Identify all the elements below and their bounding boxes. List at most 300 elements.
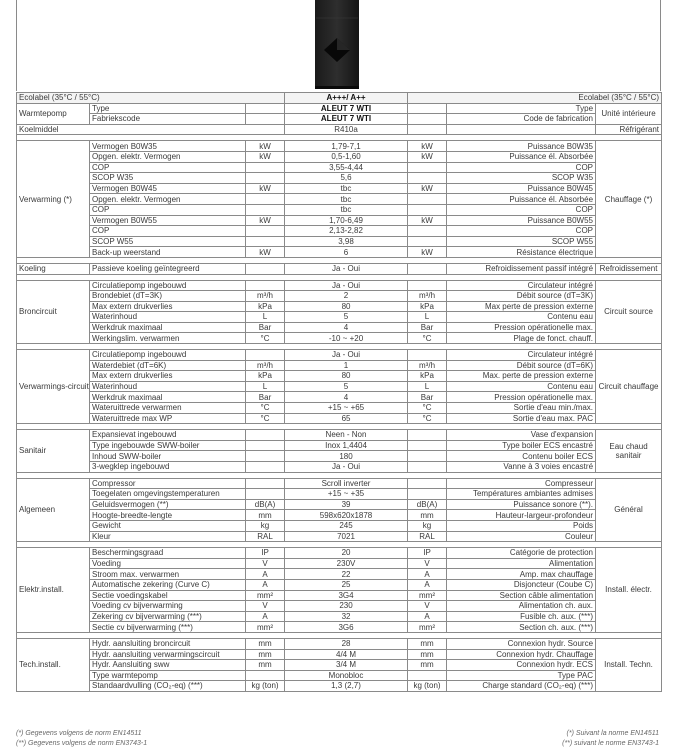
section-label-fr: Install. électr.: [596, 548, 662, 633]
section-label-fr: Général: [596, 478, 662, 542]
table-row: [17, 403, 662, 414]
footnotes-fr: [562, 729, 659, 749]
product-image-area: [0, 0, 675, 92]
table-row: [17, 103, 662, 114]
parameter-fr: SCOP W55: [447, 236, 596, 247]
parameter-nl: Voeding: [90, 558, 246, 569]
spec-value: 4/4 M: [285, 649, 408, 660]
parameter-fr: Compresseur: [447, 478, 596, 489]
spec-value: 2,13-2,82: [285, 226, 408, 237]
unit-fr: kPa: [408, 371, 447, 382]
parameter-fr: COP: [447, 162, 596, 173]
unit-nl: V: [246, 601, 285, 612]
spec-value: ALEUT 7 WTI: [285, 103, 408, 114]
unit-fr: [408, 430, 447, 441]
unit-nl: [246, 173, 285, 184]
parameter-nl: Vermogen B0W35: [90, 141, 246, 152]
spec-value: tbc: [285, 194, 408, 205]
unit-fr: RAL: [408, 531, 447, 542]
parameter-nl: Sectie cv bijverwarming (***): [90, 622, 246, 633]
spec-value: 65: [285, 413, 408, 424]
table-row: [17, 622, 662, 633]
unit-fr: mm: [408, 649, 447, 660]
parameter-fr: Résistance électrique: [447, 247, 596, 258]
parameter-fr: Charge standard (CO₂-eq) (***): [447, 681, 596, 692]
unit-fr: m³/h: [408, 291, 447, 302]
parameter-nl: Automatische zekering (Curve C): [90, 579, 246, 590]
parameter-fr: Connexion hydr. Source: [447, 638, 596, 649]
section-label-fr: Eau chaud sanitair: [596, 430, 662, 472]
unit-nl: kW: [246, 141, 285, 152]
footnotes-nl: [16, 729, 147, 749]
table-row: [17, 183, 662, 194]
unit-fr: A: [408, 611, 447, 622]
spec-value: 20: [285, 548, 408, 559]
unit-nl: [246, 194, 285, 205]
table-row: [17, 236, 662, 247]
table-row: [17, 489, 662, 500]
table-row: [17, 558, 662, 569]
unit-nl: Bar: [246, 322, 285, 333]
spec-value: 25: [285, 579, 408, 590]
parameter-nl: COP: [90, 162, 246, 173]
parameter-fr: Max perte de pression externe: [447, 301, 596, 312]
unit-nl: mm: [246, 510, 285, 521]
parameter-nl: Hoogte-breedte-lengte: [90, 510, 246, 521]
parameter-nl: Type ingebouwde SWW-boiler: [90, 440, 246, 451]
parameter-nl: Voeding cv bijverwarming: [90, 601, 246, 612]
parameter-fr: SCOP W35: [447, 173, 596, 184]
spec-value: 3,55-4,44: [285, 162, 408, 173]
unit-fr: A: [408, 569, 447, 580]
ecolabel-value: A+++/ A++: [285, 93, 408, 104]
spec-value: Monobloc: [285, 670, 408, 681]
spec-value: 5: [285, 381, 408, 392]
table-row: [17, 462, 662, 473]
parameter-fr: Section ch. aux. (***): [447, 622, 596, 633]
parameter-nl: Beschermingsgraad: [90, 548, 246, 559]
table-row: [17, 611, 662, 622]
unit-fr: [408, 478, 447, 489]
parameter-fr: Type: [447, 103, 596, 114]
spec-value: 32: [285, 611, 408, 622]
unit-fr: [408, 236, 447, 247]
parameter-fr: Circulateur intégré: [447, 350, 596, 361]
parameter-nl: Vermogen B0W45: [90, 183, 246, 194]
unit-nl: kPa: [246, 371, 285, 382]
spacer-cell: [408, 124, 447, 135]
spec-value: 39: [285, 499, 408, 510]
section-label-fr: Refroidissement: [596, 263, 662, 274]
parameter-fr: Puissance B0W55: [447, 215, 596, 226]
spec-value: +15 ~ +35: [285, 489, 408, 500]
parameter-nl: Waterinhoud: [90, 312, 246, 323]
unit-nl: [246, 280, 285, 291]
unit-nl: [246, 204, 285, 215]
parameter-nl: Type: [90, 103, 246, 114]
unit-nl: kW: [246, 215, 285, 226]
table-row: [17, 649, 662, 660]
table-row: [17, 590, 662, 601]
table-row: [17, 291, 662, 302]
footnote-nl-1: (*) Gegevens volgens de norm EN14511: [16, 730, 142, 737]
spec-value: 598x620x1878: [285, 510, 408, 521]
table-row: [17, 499, 662, 510]
spec-value: 5,6: [285, 173, 408, 184]
unit-fr: kW: [408, 151, 447, 162]
parameter-nl: COP: [90, 204, 246, 215]
unit-nl: dB(A): [246, 499, 285, 510]
parameter-fr: Puissance él. Absorbée: [447, 194, 596, 205]
heat-pump-unit-image: [312, 0, 362, 91]
unit-fr: [408, 194, 447, 205]
unit-fr: °C: [408, 333, 447, 344]
parameter-nl: Zekering cv bijverwarming (***): [90, 611, 246, 622]
section-label-nl: Sanitair: [17, 430, 90, 472]
spec-value: +15 ~ +65: [285, 403, 408, 414]
spec-value: 4: [285, 392, 408, 403]
unit-nl: m³/h: [246, 291, 285, 302]
spec-value: Inox 1,4404: [285, 440, 408, 451]
unit-nl: [246, 670, 285, 681]
spec-value: Ja - Oui: [285, 280, 408, 291]
unit-nl: A: [246, 611, 285, 622]
unit-nl: [246, 103, 285, 114]
unit-nl: [246, 162, 285, 173]
spec-value: 2: [285, 291, 408, 302]
table-row: [17, 579, 662, 590]
table-row: [17, 312, 662, 323]
parameter-fr: Vase d'expansion: [447, 430, 596, 441]
spec-value: 1,3 (2,7): [285, 681, 408, 692]
unit-nl: [246, 226, 285, 237]
parameter-fr: Refroidissement passif intégré: [447, 263, 596, 274]
parameter-nl: Max extern drukverlies: [90, 371, 246, 382]
unit-nl: mm: [246, 638, 285, 649]
unit-fr: kg: [408, 520, 447, 531]
parameter-nl: Werkingslim. verwarmen: [90, 333, 246, 344]
unit-fr: kg (ton): [408, 681, 447, 692]
unit-fr: kPa: [408, 301, 447, 312]
section-label-fr: Unité intérieure: [596, 103, 662, 124]
unit-fr: L: [408, 312, 447, 323]
spec-value: 5: [285, 312, 408, 323]
spec-value: R410a: [285, 124, 408, 135]
parameter-fr: Pression opérationelle max.: [447, 322, 596, 333]
parameter-nl: Wateruittrede max WP: [90, 413, 246, 424]
unit-nl: mm²: [246, 590, 285, 601]
spec-value: Ja - Oui: [285, 462, 408, 473]
parameter-fr: Puissance sonore (**).: [447, 499, 596, 510]
table-row: [17, 531, 662, 542]
unit-fr: [408, 263, 447, 274]
unit-nl: mm: [246, 660, 285, 671]
table-row: [17, 215, 662, 226]
unit-fr: L: [408, 381, 447, 392]
table-row: [17, 430, 662, 441]
spec-value: -10 ~ +20: [285, 333, 408, 344]
table-row: [17, 162, 662, 173]
parameter-nl: Kleur: [90, 531, 246, 542]
unit-nl: [246, 236, 285, 247]
parameter-fr: Contenu eau: [447, 381, 596, 392]
spec-value: Neen - Non: [285, 430, 408, 441]
parameter-nl: Stroom max. verwarmen: [90, 569, 246, 580]
table-row: [17, 333, 662, 344]
spec-table: [16, 92, 662, 692]
parameter-fr: Débit source (dT=3K): [447, 291, 596, 302]
parameter-fr: Code de fabrication: [447, 114, 596, 125]
table-row: [17, 173, 662, 184]
unit-fr: dB(A): [408, 499, 447, 510]
spec-value: 3G4: [285, 590, 408, 601]
unit-fr: mm: [408, 660, 447, 671]
spec-value: 245: [285, 520, 408, 531]
table-row: [17, 381, 662, 392]
parameter-nl: Vermogen B0W55: [90, 215, 246, 226]
unit-fr: kW: [408, 215, 447, 226]
parameter-nl: Geluidsvermogen (**): [90, 499, 246, 510]
spec-value: 3,98: [285, 236, 408, 247]
parameter-fr: Pression opérationelle max.: [447, 392, 596, 403]
parameter-fr: Plage de fonct. chauff.: [447, 333, 596, 344]
parameter-nl: COP: [90, 226, 246, 237]
unit-nl: [246, 114, 285, 125]
unit-nl: mm: [246, 649, 285, 660]
section-label-nl: Verwarmings-circuit: [17, 350, 90, 424]
unit-fr: IP: [408, 548, 447, 559]
parameter-nl: Fabriekscode: [90, 114, 246, 125]
section-label-nl: Elektr.install.: [17, 548, 90, 633]
ecolabel-label-fr: Ecolabel (35°C / 55°C): [408, 93, 662, 104]
unit-fr: [408, 350, 447, 361]
parameter-nl: Waterdebiet (dT=6K): [90, 360, 246, 371]
ecolabel-label-nl: Ecolabel (35°C / 55°C): [17, 93, 285, 104]
unit-nl: L: [246, 312, 285, 323]
spec-value: 1: [285, 360, 408, 371]
table-row: [17, 301, 662, 312]
unit-fr: Bar: [408, 392, 447, 403]
parameter-nl: Type warmtepomp: [90, 670, 246, 681]
section-label-nl: Warmtepomp: [17, 103, 90, 124]
unit-fr: Bar: [408, 322, 447, 333]
unit-nl: V: [246, 558, 285, 569]
spec-value: Ja - Oui: [285, 263, 408, 274]
spec-value: 6: [285, 247, 408, 258]
parameter-fr: Hauteur-largeur-profondeur: [447, 510, 596, 521]
parameter-fr: Amp. max chauffage: [447, 569, 596, 580]
parameter-nl: Standaardvulling (CO₂-eq) (***): [90, 681, 246, 692]
unit-nl: kg (ton): [246, 681, 285, 692]
spec-value: 230V: [285, 558, 408, 569]
parameter-nl: Werkdruk maximaal: [90, 322, 246, 333]
table-row: [17, 194, 662, 205]
table-row: [17, 247, 662, 258]
unit-fr: [408, 280, 447, 291]
table-row: [17, 520, 662, 531]
parameter-nl: Hydr. aansluiting verwarmingscircuit: [90, 649, 246, 660]
table-row: [17, 670, 662, 681]
unit-fr: [408, 103, 447, 114]
footnote-fr-1: (*) Suivant la norme EN14511: [566, 730, 659, 737]
section-label-fr: Circuit chauffage: [596, 350, 662, 424]
parameter-nl: SCOP W35: [90, 173, 246, 184]
parameter-nl: Brondebiet (dT=3K): [90, 291, 246, 302]
parameter-fr: Températures ambiantes admises: [447, 489, 596, 500]
table-row: [17, 263, 662, 274]
parameter-nl: Wateruittrede verwarmen: [90, 403, 246, 414]
unit-fr: mm: [408, 510, 447, 521]
parameter-fr: Sortie d'eau max. PAC: [447, 413, 596, 424]
parameter-fr: Disjoncteur (Coube C): [447, 579, 596, 590]
spec-value: 22: [285, 569, 408, 580]
parameter-fr: Catégorie de protection: [447, 548, 596, 559]
section-label-nl: Koeling: [17, 263, 90, 274]
unit-fr: mm²: [408, 590, 447, 601]
section-label-nl: Verwarming (*): [17, 141, 90, 258]
unit-fr: kW: [408, 141, 447, 152]
unit-nl: L: [246, 381, 285, 392]
parameter-nl: 3-wegklep ingebouwd: [90, 462, 246, 473]
spec-value: Scroll inverter: [285, 478, 408, 489]
parameter-fr: Max. perte de pression externe: [447, 371, 596, 382]
ecolabel-row: [17, 93, 662, 104]
unit-fr: mm²: [408, 622, 447, 633]
unit-nl: °C: [246, 403, 285, 414]
footnote-nl-2: (**) Gegevens volgens de norm EN3743-1: [16, 739, 148, 747]
parameter-fr: Poids: [447, 520, 596, 531]
parameter-fr: Type boiler ECS encastré: [447, 440, 596, 451]
parameter-fr: COP: [447, 204, 596, 215]
unit-fr: [408, 489, 447, 500]
unit-nl: kW: [246, 183, 285, 194]
unit-nl: [246, 478, 285, 489]
unit-nl: RAL: [246, 531, 285, 542]
parameter-fr: Débit source (dT=6K): [447, 360, 596, 371]
unit-fr: [408, 226, 447, 237]
table-row: [17, 392, 662, 403]
unit-fr: [408, 173, 447, 184]
parameter-fr: Puissance B0W35: [447, 141, 596, 152]
unit-nl: [246, 489, 285, 500]
table-row: [17, 280, 662, 291]
unit-fr: [408, 162, 447, 173]
unit-nl: kW: [246, 151, 285, 162]
parameter-nl: Inhoud SWW-boiler: [90, 451, 246, 462]
parameter-fr: Section câble alimentation: [447, 590, 596, 601]
spec-value: 1,79-7,1: [285, 141, 408, 152]
table-row: [17, 478, 662, 489]
unit-nl: Bar: [246, 392, 285, 403]
spec-value: 4: [285, 322, 408, 333]
parameter-nl: Hydr. aansluiting broncircuit: [90, 638, 246, 649]
parameter-nl: Circulatiepomp ingebouwd: [90, 350, 246, 361]
section-label-nl: Algemeen: [17, 478, 90, 542]
unit-nl: [246, 430, 285, 441]
parameter-fr: Type PAC: [447, 670, 596, 681]
unit-nl: [246, 462, 285, 473]
parameter-nl: SCOP W55: [90, 236, 246, 247]
table-row: [17, 681, 662, 692]
parameter-fr: Contenu boiler ECS: [447, 451, 596, 462]
parameter-nl: Passieve koeling geïntegreerd: [90, 263, 246, 274]
parameter-fr: Sortie d'eau min./max.: [447, 403, 596, 414]
spec-value: 7021: [285, 531, 408, 542]
unit-fr: °C: [408, 413, 447, 424]
unit-nl: °C: [246, 333, 285, 344]
spec-value: 3/4 M: [285, 660, 408, 671]
unit-fr: [408, 462, 447, 473]
parameter-fr: Circulateur intégré: [447, 280, 596, 291]
parameter-nl: Werkdruk maximaal: [90, 392, 246, 403]
parameter-nl: Opgen. elektr. Vermogen: [90, 151, 246, 162]
parameter-fr: Vanne à 3 voies encastré: [447, 462, 596, 473]
parameter-nl: Toegelaten omgevingstemperaturen: [90, 489, 246, 500]
parameter-fr: Fusible ch. aux. (***): [447, 611, 596, 622]
spacer-cell: [447, 124, 596, 135]
section-label-nl: Tech.install.: [17, 638, 90, 691]
unit-fr: [408, 204, 447, 215]
parameter-nl: Sectie voedingskabel: [90, 590, 246, 601]
unit-fr: kW: [408, 247, 447, 258]
spec-value: 28: [285, 638, 408, 649]
parameter-nl: Expansievat ingebouwd: [90, 430, 246, 441]
parameter-nl: Hydr. Aansluiting sww: [90, 660, 246, 671]
unit-nl: kPa: [246, 301, 285, 312]
unit-fr: [408, 670, 447, 681]
parameter-fr: Puissance B0W45: [447, 183, 596, 194]
table-row: [17, 371, 662, 382]
unit-nl: kW: [246, 247, 285, 258]
unit-fr: [408, 451, 447, 462]
unit-nl: IP: [246, 548, 285, 559]
table-row: [17, 204, 662, 215]
unit-nl: A: [246, 569, 285, 580]
spec-value: tbc: [285, 204, 408, 215]
spec-value: 80: [285, 301, 408, 312]
section-label-nl: Koelmiddel: [17, 124, 285, 135]
unit-nl: mm²: [246, 622, 285, 633]
spec-value: 3G6: [285, 622, 408, 633]
section-label-fr: Circuit source: [596, 280, 662, 344]
table-row: [17, 569, 662, 580]
table-row: [17, 141, 662, 152]
table-row: [17, 413, 662, 424]
parameter-nl: Compressor: [90, 478, 246, 489]
unit-fr: °C: [408, 403, 447, 414]
spec-value: tbc: [285, 183, 408, 194]
section-label-fr: Chauffage (*): [596, 141, 662, 258]
parameter-nl: Circulatiepomp ingebouwd: [90, 280, 246, 291]
table-row: [17, 124, 662, 135]
table-row: [17, 350, 662, 361]
table-row: [17, 601, 662, 612]
table-row: [17, 360, 662, 371]
parameter-fr: COP: [447, 226, 596, 237]
table-row: [17, 322, 662, 333]
section-label-nl: Broncircuit: [17, 280, 90, 344]
parameter-fr: Connexion hydr. ECS: [447, 660, 596, 671]
unit-fr: V: [408, 558, 447, 569]
spec-value: 1,70-6,49: [285, 215, 408, 226]
table-row: [17, 660, 662, 671]
spec-value: Ja - Oui: [285, 350, 408, 361]
table-row: [17, 151, 662, 162]
unit-nl: [246, 263, 285, 274]
unit-nl: °C: [246, 413, 285, 424]
table-row: [17, 451, 662, 462]
unit-fr: kW: [408, 183, 447, 194]
